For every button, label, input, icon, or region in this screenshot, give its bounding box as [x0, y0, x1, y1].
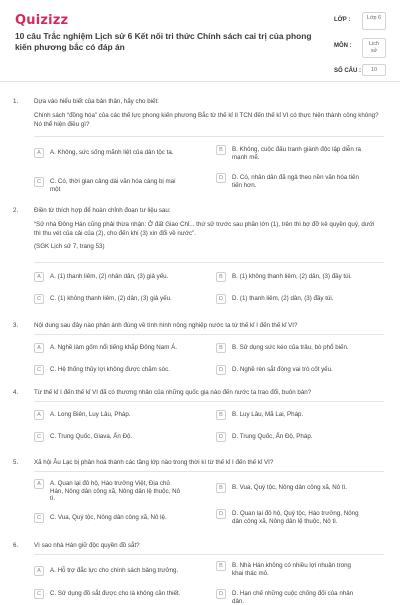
question-line: Xã hội Âu Lạc bị phân hoá thành các tầng lớp nào trong thời kì từ thế kỉ I đến thế kỉ VI?	[34, 459, 274, 466]
option-text: D. Nghề rèn sắt đóng vai trò cốt yếu.	[232, 366, 333, 373]
option-text: B. Sử dụng sức kéo của trâu, bò phổ biến.	[232, 344, 349, 351]
option-d[interactable]	[216, 590, 364, 605]
worksheet-header	[0, 0, 400, 82]
option-text: D. Có, nhân dân đã ngả theo nền văn hóa tiên tiến hơn.	[232, 174, 359, 189]
option-b[interactable]	[216, 562, 364, 577]
question-divider	[34, 471, 384, 472]
option-text: A. Quan lại đô hộ, Hào trưởng Việt, Địa chủ Hán, Nông dân công xã, Nông dân lệ thuộc, Nô tì.	[50, 480, 181, 503]
option-text: B. Luy Lâu, Mã Lai, Pháp.	[232, 411, 304, 418]
question-number: 5.	[13, 459, 19, 466]
option-letter: D	[216, 365, 226, 375]
option-d[interactable]	[216, 510, 364, 525]
option-letter: A	[34, 410, 44, 420]
option-a[interactable]	[34, 480, 182, 503]
option-letter: D	[216, 173, 226, 183]
question-text	[34, 322, 379, 333]
option-b[interactable]	[216, 344, 364, 353]
option-text: A. (1) thanh liêm, (2) nhân dân, (3) giả yếu.	[50, 273, 169, 280]
option-letter: D	[216, 432, 226, 442]
option-a[interactable]	[34, 273, 182, 282]
option-text: B. Không, cuộc đấu tranh giành độc lập diễn ra mạnh mẽ.	[232, 146, 361, 161]
option-text: B. (1) không thanh liêm, (2) dân, (3) đầy túi.	[232, 273, 352, 280]
option-letter: C	[34, 365, 44, 375]
question-count-value: 10	[362, 64, 386, 76]
option-text: C. Có, thời gian cảng dài văn hóa càng bị mai một	[50, 178, 176, 193]
option-c[interactable]	[34, 178, 182, 193]
option-text: D. Quan lại đô hộ, Quý tộc, Hào trưởng, Nông dân công xã, Nông dân lệ thuộc, Nô tì.	[232, 510, 359, 525]
option-text: C. Sử dụng đồ sắt được cho là không cần thiết.	[50, 590, 181, 597]
question-divider	[34, 136, 384, 137]
question-divider	[34, 262, 384, 263]
option-text: A. Long Biên, Luy Lâu, Pháp.	[50, 411, 131, 418]
option-text: C. Hệ thống thủy lợi không được chăm sóc.	[50, 366, 170, 373]
worksheet-title: 10 câu Trắc nghiệm Lịch sử 6 Kết nối tri thức Chính sách cai trị của phong kiến phương bắc có đáp án	[15, 31, 312, 52]
option-text: D. (1) thanh liêm, (2) dân, (3) đầy túi.	[232, 295, 334, 302]
option-letter: C	[34, 513, 44, 523]
question-number: 2.	[13, 207, 19, 214]
question-text	[34, 459, 379, 470]
subject-label: MÔN :	[334, 43, 352, 49]
option-text: A. Không, sức sống mãnh liệt của dân tộc ta.	[50, 149, 174, 156]
question-line: Từ thế kỉ I đến thế kỉ VI đã có thương nhân của những quốc gia nào đến nước ta trao đổi, buôn bán?	[34, 389, 312, 396]
option-letter: B	[216, 272, 226, 282]
option-a[interactable]	[34, 344, 182, 353]
question-line: Dựa vào hiểu biết của bản thân, hãy cho biết:	[34, 98, 159, 105]
question-text	[34, 98, 379, 132]
question-text	[34, 389, 379, 400]
option-c[interactable]	[34, 514, 182, 523]
option-text: D. Hạn chế những cuộc chống đối của nhân dân.	[232, 590, 354, 605]
quizizz-logo: Quizizz	[15, 13, 69, 28]
option-text: D. Trung Quốc, Ấn Độ, Pháp.	[232, 433, 313, 440]
subject-value: Lịch sử	[362, 38, 386, 58]
option-d[interactable]	[216, 174, 364, 189]
option-letter: C	[34, 432, 44, 442]
option-letter: D	[216, 294, 226, 304]
question-number: 4.	[13, 389, 19, 396]
question-number: 6.	[13, 542, 19, 549]
option-d[interactable]	[216, 433, 364, 442]
option-letter: D	[216, 589, 226, 599]
option-b[interactable]	[216, 273, 364, 282]
option-c[interactable]	[34, 590, 182, 599]
option-c[interactable]	[34, 295, 182, 304]
option-letter: B	[216, 483, 226, 493]
option-a[interactable]	[34, 411, 182, 420]
option-letter: D	[216, 509, 226, 519]
question-line: Nội dung sau đây nào phản ánh đúng về tình hình nông nghiệp nước ta từ thế kỉ I đến thế kỉ VI?	[34, 322, 298, 329]
option-letter: A	[34, 566, 44, 576]
question-divider	[34, 401, 384, 402]
option-letter: C	[34, 589, 44, 599]
option-a[interactable]	[34, 567, 182, 576]
option-b[interactable]	[216, 146, 364, 161]
option-text: C. Vua, Quý tộc, Nông dân công xã, Nô lệ.	[50, 514, 167, 521]
question-line: Chính sách “đồng hóa” của các thế lực phong kiến phương Bắc từ thế kỉ II TCN đến thế kỉ VI có thực hiện thành công không? Nó thể hiện điều gì?	[34, 112, 379, 128]
option-letter: A	[34, 272, 44, 282]
option-text: C. (1) không thanh liêm, (2) dân, (3) giả yếu.	[50, 295, 172, 302]
option-d[interactable]	[216, 366, 364, 375]
question-line: Vì sao nhà Hán giữ độc quyền đồ sắt?	[34, 542, 140, 549]
question-line: “Sử nhà Đông Hán cũng phải thừa nhận: Ở đất Giao Chỉ... thứ sử trước sau phần lớn (1), trên thì bợ đỡ kẻ quyền quý, dưới thì thu vét của cải của (2), cho đến khi (3) xin đổi về nước”.	[34, 221, 375, 237]
grade-label: LỚP :	[334, 17, 351, 23]
option-letter: A	[34, 343, 44, 353]
question-text	[34, 542, 379, 553]
question-line: Điền từ thích hợp để hoàn chỉnh đoạn tư liệu sau:	[34, 207, 171, 214]
option-text: A. Hỗ trợ đắc lực cho chính sách bảng trưởng.	[50, 567, 179, 574]
question-line: (SGK Lịch sử 7, trang 53)	[34, 243, 105, 251]
option-letter: B	[216, 343, 226, 353]
option-d[interactable]	[216, 295, 364, 304]
option-letter: C	[34, 294, 44, 304]
question-count-label: SỐ CÂU :	[334, 68, 361, 74]
option-text: B. Nhà Hán không có nhiều lợi nhuận trong khai thác mỏ.	[232, 562, 351, 577]
grade-value: Lớp 6	[362, 12, 386, 30]
option-c[interactable]	[34, 433, 182, 442]
option-letter: B	[216, 410, 226, 420]
question-number: 3.	[13, 322, 19, 329]
option-b[interactable]	[216, 411, 364, 420]
option-letter: B	[216, 561, 226, 571]
option-letter: A	[34, 148, 44, 158]
option-letter: C	[34, 177, 44, 187]
question-text	[34, 207, 379, 255]
option-letter: B	[216, 145, 226, 155]
option-a[interactable]	[34, 149, 182, 158]
option-b[interactable]	[216, 484, 364, 493]
question-divider	[34, 334, 384, 335]
option-text: A. Nghề làm gốm nổi tiếng khắp Đông Nam Á.	[50, 344, 177, 351]
option-text: C. Trung Quốc, Giava, Ấn Độ.	[50, 433, 133, 440]
option-text: B. Vua, Quý tộc, Nông dân công xã, Nô tì.	[232, 484, 347, 491]
question-divider	[34, 554, 384, 555]
question-number: 1.	[13, 98, 19, 105]
option-letter: A	[34, 479, 44, 489]
option-c[interactable]	[34, 366, 182, 375]
